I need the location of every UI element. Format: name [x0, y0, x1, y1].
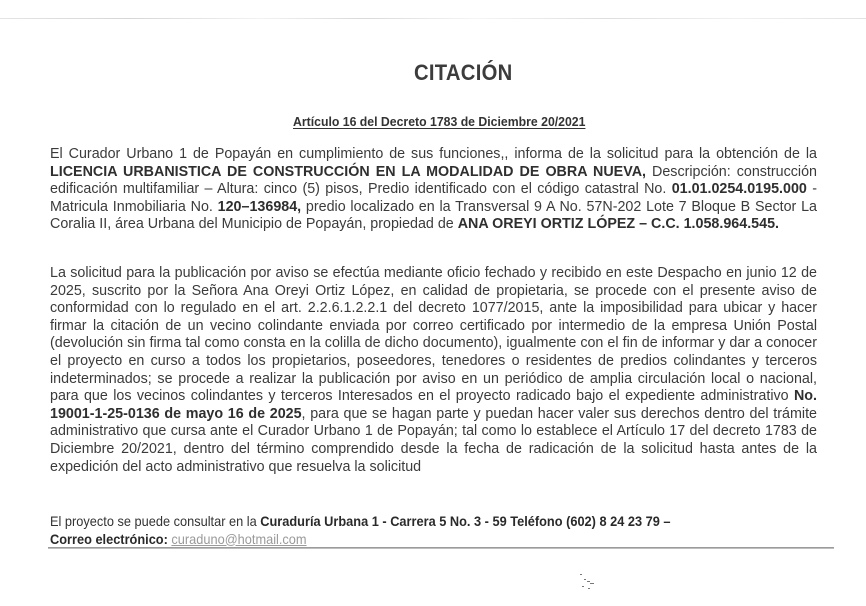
email-link[interactable]: curaduno@hotmail.com	[171, 531, 307, 547]
footer-line-2	[50, 531, 307, 549]
paragraph-license-info	[50, 146, 817, 234]
page-title	[37, 60, 834, 86]
title-text: CITACIÓN	[413, 60, 513, 85]
p1-text-4: predio localizado en la Transversal 9 A No. 57N-202 Lote 7 Bloque B Sector La Coralia II, área Urbana del Municipio de Popayán, propiedad de	[50, 198, 817, 233]
p1-text-3: - Matricula Inmobiliaria No.	[50, 181, 817, 215]
footer-text: El proyecto se puede consultar en la	[50, 514, 261, 529]
paragraph-publication-notice	[50, 265, 817, 476]
p1-text-1: El Curador Urbano 1 de Popayán en cumplimiento de sus funciones,, informa de la solicitud para la obtención de la	[50, 146, 817, 162]
p1-text-2: Descripción: construcción edificación multifamiliar – Altura: cinco (5) pisos, Predio identificado con el código catastral No.	[50, 163, 817, 198]
scan-specks	[578, 572, 598, 594]
subtitle-text: Artículo 16 del Decreto 1783 de Diciembre 20/2021	[292, 114, 586, 129]
scan-edge-line	[0, 18, 866, 19]
footer-divider	[48, 547, 834, 549]
email-label: Correo electrónico:	[50, 531, 168, 547]
contact-footer	[50, 513, 830, 548]
p2-text-2: , para que se hagan parte y puedan hacer valer sus derechos dentro del trámite administrativo que cursa ante el Curador Urbano 1 de Popayán; tal como lo establece el Artículo 17 del decreto 1783 de Diciembre 20/2021, dentro del término comprendido desde la fecha de radicación de la solicitud hasta antes de la expedición del acto administrativo que resuelva la solicitud	[50, 405, 817, 475]
property-registration: 120–136984,	[217, 198, 302, 215]
owner-name: ANA OREYI ORTIZ LÓPEZ – C.C. 1.058.964.545.	[457, 216, 779, 233]
p2-text-1: La solicitud para la publicación por aviso se efectúa mediante oficio fechado y recibido en este Despacho en junio 12 de 2025, suscrito por la Señora Ana Oreyi Ortiz López, en calidad de propietaria, se procede con el presente aviso de conformidad con lo regulado en el art. 2.2.6.1.2.2.1 del decreto 1077/2015, ante la imposibilidad para ubicar y hacer firmar la citación de un vecino colindante enviada por correo certificado por intermedio de la empresa Unión Postal (devolución sin firma tal como consta en la colilla de dicho documento), igualmente con el fin de informar y dar a conocer el proyecto en curso a todos los propietarios, poseedores, tenedores o residentes de predios colindantes y terceros indeterminados; se procede a realizar la publicación por aviso en un periódico de amplia circulación local o nacional, para que los vecinos colindantes y terceros Interesados en el proyecto radicado bajo el expediente administrativo	[50, 265, 817, 405]
case-number: No. 19001-1-25-0136 de mayo 16 de 2025	[50, 388, 817, 422]
subtitle	[0, 114, 866, 129]
license-type: LICENCIA URBANISTICA DE CONSTRUCCIÓN EN LA MODALIDAD DE OBRA NUEVA,	[50, 163, 646, 180]
office-address-phone: Curaduría Urbana 1 - Carrera 5 No. 3 - 59 Teléfono (602) 8 24 23 79 –	[260, 514, 671, 529]
footer-line-1	[50, 513, 671, 531]
cadastral-code: 01.01.0254.0195.000	[671, 181, 807, 198]
